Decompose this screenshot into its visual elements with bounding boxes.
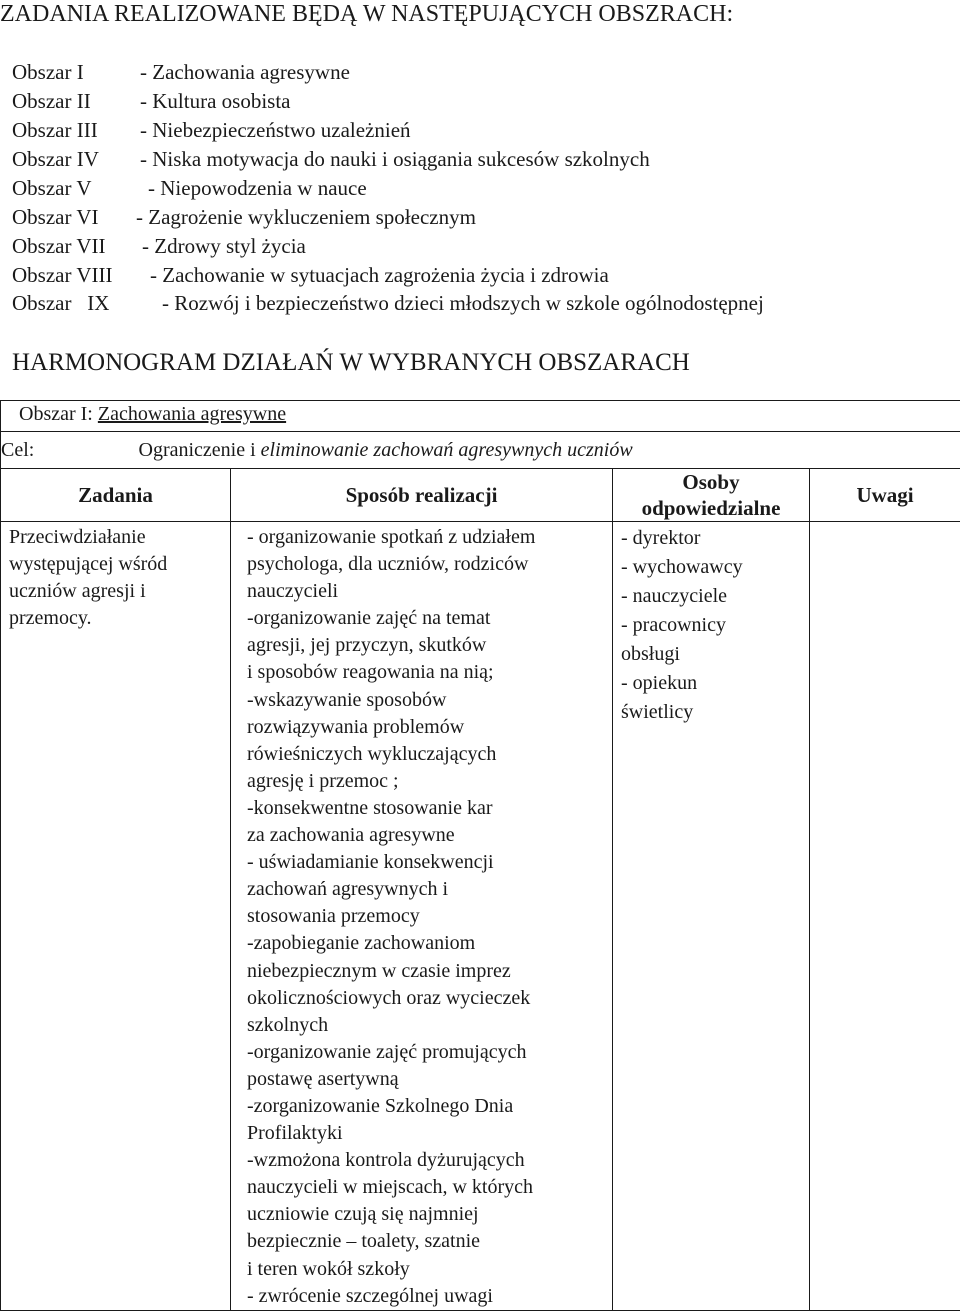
sposob-line: zachowań agresywnych i [247, 878, 449, 901]
sposob-line: nauczycieli w miejscach, w których [247, 1176, 533, 1199]
area-name: Obszar V [12, 176, 92, 200]
osoby-line: świetlicy [621, 701, 694, 723]
sposob-line: postawę asertywną [247, 1067, 399, 1090]
sposob-line: - organizowanie spotkań z udziałem [247, 526, 536, 548]
sposob-line: -organizowanie zajęć na temat [247, 607, 491, 630]
sposob-line: - uświadamianie konsekwencji [247, 851, 494, 874]
sposob-line: okolicznościowych oraz wycieczek [247, 986, 531, 1009]
sposob-lines [247, 524, 606, 1310]
header-uwagi: Uwagi [810, 469, 960, 522]
sposob-line: agresję i przemoc ; [247, 769, 399, 792]
osoby-line: - opiekun [621, 672, 698, 694]
cel-text-b: eliminowanie zachowań agresywnych uczniów [260, 438, 633, 461]
sposob-line: -zorganizowanie Szkolnego Dnia [247, 1094, 514, 1117]
area-desc: - Zachowanie w sytuacjach zagrożenia życia i zdrowia [150, 263, 609, 287]
sposob-line: -organizowanie zajęć promujących [247, 1040, 527, 1063]
cell-osoby [613, 522, 810, 1311]
area-item [12, 261, 764, 290]
area-item [12, 203, 764, 232]
cell-uwagi [810, 522, 960, 1311]
sposob-line: uczniowie czują się najmniej [247, 1203, 479, 1226]
area-name: Obszar VIII [12, 263, 113, 287]
sposob-line: za zachowania agresywne [247, 824, 455, 847]
area-item [12, 145, 764, 174]
obszar-cell [1, 401, 960, 432]
sposob-line: i teren wokół szkoły [247, 1257, 410, 1280]
area-name: Obszar VII [12, 234, 106, 258]
cel-label: Cel: [1, 432, 231, 469]
zadania-line: występującej wśród [9, 553, 168, 575]
cell-sposob [231, 522, 613, 1311]
area-name: Obszar VI [12, 205, 99, 229]
sposob-line: i sposobów reagowania na nią; [247, 661, 494, 684]
cel-row [1, 432, 960, 469]
table-header-row [1, 469, 960, 522]
sposob-line: agresji, jej przyczyn, skutków [247, 634, 487, 657]
obszar-row [1, 401, 960, 432]
sposob-line: psychologa, dla uczniów, rodziców [247, 553, 529, 576]
area-item [12, 87, 764, 116]
area-name: Obszar III [12, 118, 98, 142]
header-sposob: Sposób realizacji [231, 469, 613, 522]
sposob-line: Profilaktyki [247, 1122, 343, 1145]
zadania-lines [9, 524, 224, 632]
obszar-label: Obszar I: [19, 403, 93, 425]
header-osoby-line1: Osoby [682, 470, 740, 494]
zadania-line: Przeciwdziałanie [9, 526, 146, 548]
document-title: ZADANIA REALIZOWANE BĘDĄ W NASTĘPUJĄCYCH OBSZRACH: [0, 1, 734, 27]
osoby-line: - wychowawcy [621, 556, 743, 578]
area-name: Obszar IV [12, 147, 99, 171]
area-desc: - Rozwój i bezpieczeństwo dzieci młodszych w szkole ogólnodostępnej [162, 291, 764, 315]
osoby-lines [621, 524, 803, 727]
area-desc: - Niska motywacja do nauki i osiągania sukcesów szkolnych [140, 147, 650, 171]
osoby-line: - dyrektor [621, 527, 701, 549]
sposob-line: -wskazywanie sposobów [247, 688, 447, 711]
area-name: Obszar IX [12, 291, 110, 315]
area-item [12, 292, 764, 314]
header-osoby-line2: odpowiedzialne [641, 496, 781, 520]
obszar-name: Zachowania agresywne [97, 403, 287, 425]
sposob-line: -konsekwentne stosowanie kar [247, 796, 493, 819]
area-desc: - Zdrowy styl życia [142, 234, 306, 258]
sposob-line: bezpiecznie – toalety, szatnie [247, 1230, 481, 1253]
cel-text [138, 432, 960, 469]
table-row [1, 522, 960, 1311]
area-item [12, 116, 764, 145]
area-item [12, 174, 764, 203]
harmonogram-heading: HARMONOGRAM DZIAŁAŃ W WYBRANYCH OBSZARACH [12, 349, 690, 376]
osoby-line: obsługi [621, 643, 680, 665]
sposob-line: nauczycieli [247, 580, 339, 603]
cel-text-a: Ograniczenie i [138, 438, 261, 461]
area-desc: - Niepowodzenia w nauce [148, 176, 367, 200]
sposob-line: -wzmożona kontrola dyżurujących [247, 1149, 525, 1172]
area-item [12, 58, 764, 87]
osoby-line: - pracownicy [621, 614, 726, 636]
area-desc: - Zagrożenie wykluczeniem społecznym [136, 205, 476, 229]
area-item [12, 232, 764, 261]
sposob-line: rówieśniczych wykluczających [247, 742, 497, 765]
area-name: Obszar I [12, 60, 84, 84]
area-desc: - Kultura osobista [140, 89, 291, 113]
areas-list [12, 58, 764, 314]
sposob-line: stosowania przemocy [247, 905, 420, 928]
zadania-line: uczniów agresji i [9, 580, 146, 602]
osoby-line: - nauczyciele [621, 585, 728, 607]
sposob-line: - zwrócenie szczególnej uwagi [247, 1284, 493, 1307]
header-osoby [613, 469, 810, 522]
sposob-line: niebezpiecznym w czasie imprez [247, 959, 511, 982]
cell-zadania [1, 522, 231, 1311]
area-desc: - Zachowania agresywne [140, 60, 350, 84]
sposob-line: -zapobieganie zachowaniom [247, 932, 476, 955]
area-desc: - Niebezpieczeństwo uzależnień [140, 118, 411, 142]
sposob-line: rozwiązywania problemów [247, 715, 465, 738]
sposob-line: szkolnych [247, 1013, 329, 1036]
header-zadania: Zadania [1, 469, 231, 522]
area-name: Obszar II [12, 89, 91, 113]
zadania-line: przemocy. [9, 607, 92, 629]
harmonogram-table [0, 400, 960, 1311]
